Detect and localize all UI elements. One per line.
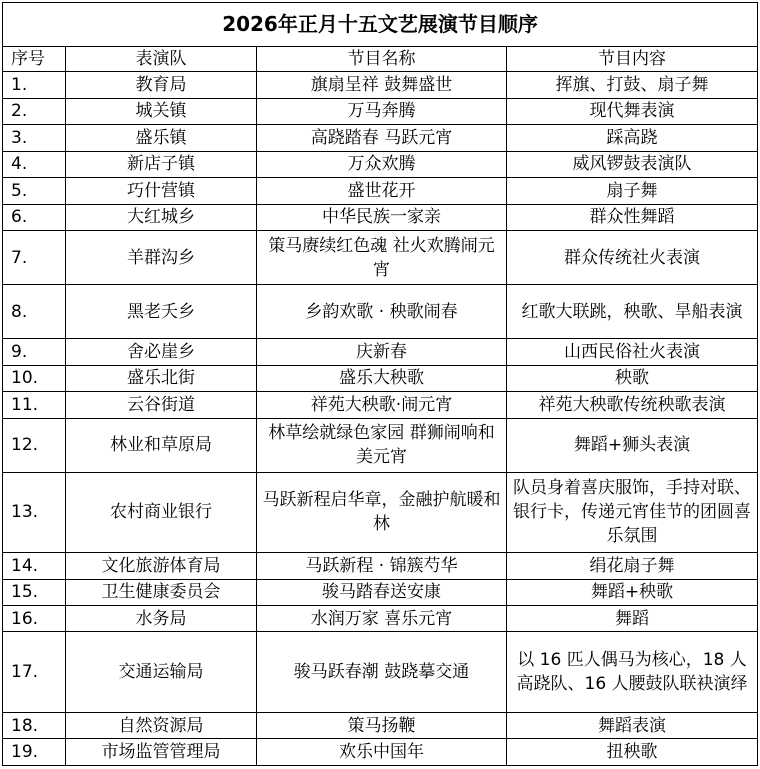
row-index: 3.	[3, 125, 66, 151]
row-index: 10.	[3, 365, 66, 391]
row-team: 市场监管管理局	[66, 739, 257, 766]
row-program: 中华民族一家亲	[257, 204, 507, 230]
row-index: 13.	[3, 472, 66, 552]
row-team: 盛乐镇	[66, 125, 257, 151]
row-index: 11.	[3, 392, 66, 418]
table-row	[3, 365, 758, 391]
row-team: 林业和草原局	[66, 418, 257, 472]
row-content: 群众性舞蹈	[507, 204, 758, 230]
table-row	[3, 739, 758, 766]
row-index: 15.	[3, 579, 66, 605]
row-content: 舞蹈	[507, 606, 758, 632]
header-team: 表演队	[66, 46, 257, 71]
row-index: 2.	[3, 98, 66, 124]
row-content: 以 16 匹人偶马为核心，18 人高跷队、16 人腰鼓队联袂演绎	[507, 632, 758, 712]
row-content: 山西民俗社火表演	[507, 339, 758, 365]
header-content: 节目内容	[507, 46, 758, 71]
row-index: 6.	[3, 204, 66, 230]
row-content: 祥苑大秧歌传统秧歌表演	[507, 392, 758, 418]
row-program: 策马扬鞭	[257, 712, 507, 738]
row-team: 大红城乡	[66, 204, 257, 230]
row-program: 庆新春	[257, 339, 507, 365]
row-team: 卫生健康委员会	[66, 579, 257, 605]
row-content: 踩高跷	[507, 125, 758, 151]
row-team: 交通运输局	[66, 632, 257, 712]
table-row	[3, 151, 758, 177]
row-index: 17.	[3, 632, 66, 712]
row-index: 1.	[3, 72, 66, 98]
row-index: 12.	[3, 418, 66, 472]
row-program: 马跃新程启华章，金融护航暖和林	[257, 472, 507, 552]
row-index: 5.	[3, 178, 66, 204]
table-row	[3, 712, 758, 738]
row-content: 现代舞表演	[507, 98, 758, 124]
row-content: 威风锣鼓表演队	[507, 151, 758, 177]
row-team: 舍必崖乡	[66, 339, 257, 365]
row-index: 14.	[3, 553, 66, 579]
row-program: 骏马跃春潮 鼓跷摹交通	[257, 632, 507, 712]
row-program: 万马奔腾	[257, 98, 507, 124]
row-content: 红歌大联跳，秧歌、旱船表演	[507, 285, 758, 339]
table-row	[3, 178, 758, 204]
table-row	[3, 418, 758, 472]
row-team: 城关镇	[66, 98, 257, 124]
table-row	[3, 632, 758, 712]
program-schedule-table	[2, 2, 758, 766]
table-row	[3, 553, 758, 579]
row-index: 4.	[3, 151, 66, 177]
row-team: 自然资源局	[66, 712, 257, 738]
table-row	[3, 472, 758, 552]
row-program: 高跷踏春 马跃元宵	[257, 125, 507, 151]
row-team: 巧什营镇	[66, 178, 257, 204]
row-index: 8.	[3, 285, 66, 339]
row-program: 林草绘就绿色家园 群狮闹响和美元宵	[257, 418, 507, 472]
table-row	[3, 125, 758, 151]
table-title: 2026年正月十五文艺展演节目顺序	[3, 3, 758, 47]
table-row	[3, 579, 758, 605]
row-program: 欢乐中国年	[257, 739, 507, 766]
row-index: 19.	[3, 739, 66, 766]
row-team: 水务局	[66, 606, 257, 632]
row-content: 群众传统社火表演	[507, 231, 758, 285]
table-row	[3, 339, 758, 365]
row-team: 羊群沟乡	[66, 231, 257, 285]
table-row	[3, 392, 758, 418]
row-program: 马跃新程 · 锦簇芍华	[257, 553, 507, 579]
row-content: 扇子舞	[507, 178, 758, 204]
row-content: 秧歌	[507, 365, 758, 391]
header-index: 序号	[3, 46, 66, 71]
row-content: 舞蹈+秧歌	[507, 579, 758, 605]
row-index: 9.	[3, 339, 66, 365]
row-program: 万众欢腾	[257, 151, 507, 177]
table-row	[3, 98, 758, 124]
row-team: 云谷街道	[66, 392, 257, 418]
row-program: 骏马踏春送安康	[257, 579, 507, 605]
table-row	[3, 285, 758, 339]
table-row	[3, 231, 758, 285]
row-program: 盛世花开	[257, 178, 507, 204]
header-program: 节目名称	[257, 46, 507, 71]
row-program: 策马赓续红色魂 社火欢腾闹元宵	[257, 231, 507, 285]
row-program: 祥苑大秧歌·闹元宵	[257, 392, 507, 418]
row-content: 舞蹈+狮头表演	[507, 418, 758, 472]
row-team: 新店子镇	[66, 151, 257, 177]
row-team: 文化旅游体育局	[66, 553, 257, 579]
row-program: 盛乐大秧歌	[257, 365, 507, 391]
row-content: 绢花扇子舞	[507, 553, 758, 579]
table-row	[3, 72, 758, 98]
row-team: 黑老夭乡	[66, 285, 257, 339]
row-team: 农村商业银行	[66, 472, 257, 552]
row-content: 挥旗、打鼓、扇子舞	[507, 72, 758, 98]
row-content: 舞蹈表演	[507, 712, 758, 738]
row-index: 18.	[3, 712, 66, 738]
row-program: 乡韵欢歌 · 秧歌闹春	[257, 285, 507, 339]
row-content: 扭秧歌	[507, 739, 758, 766]
row-program: 旗扇呈祥 鼓舞盛世	[257, 72, 507, 98]
row-content: 队员身着喜庆服饰，手持对联、银行卡，传递元宵佳节的团圆喜乐氛围	[507, 472, 758, 552]
row-team: 盛乐北街	[66, 365, 257, 391]
row-program: 水润万家 喜乐元宵	[257, 606, 507, 632]
row-index: 7.	[3, 231, 66, 285]
table-row	[3, 204, 758, 230]
table-row	[3, 606, 758, 632]
row-index: 16.	[3, 606, 66, 632]
row-team: 教育局	[66, 72, 257, 98]
